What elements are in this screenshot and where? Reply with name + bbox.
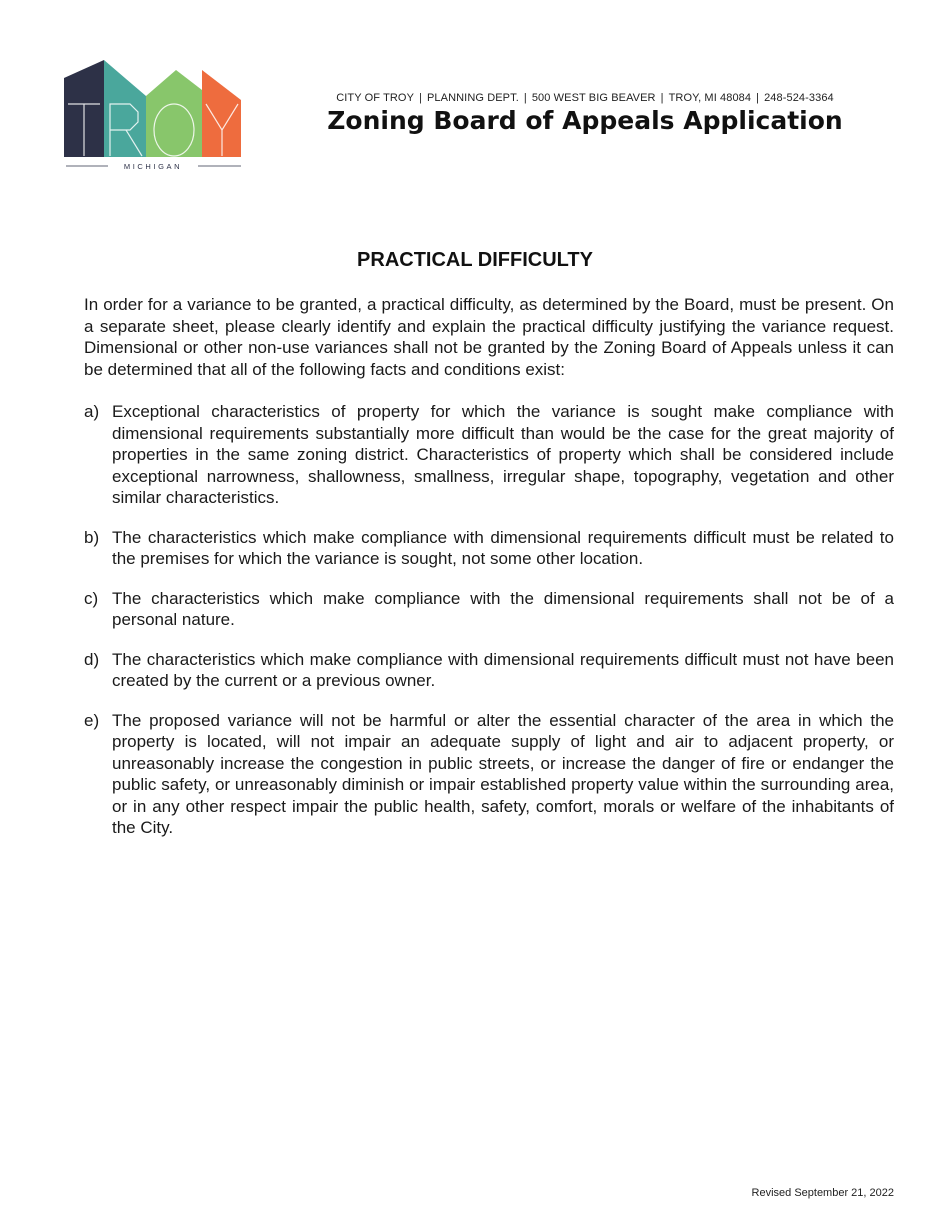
contact-separator: | xyxy=(756,92,760,104)
contact-city: CITY OF TROY xyxy=(336,92,415,104)
contact-dept: PLANNING DEPT. xyxy=(427,92,519,104)
contact-location: TROY, MI 48084 xyxy=(668,92,752,104)
criteria-marker: b) xyxy=(84,527,100,547)
page-title: Zoning Board of Appeals Application xyxy=(327,106,843,135)
section-heading: PRACTICAL DIFFICULTY xyxy=(357,249,593,271)
logo-subtitle: MICHIGAN xyxy=(123,162,183,171)
criteria-item xyxy=(84,649,894,692)
criteria-marker: a) xyxy=(84,402,100,421)
criteria-marker: d) xyxy=(84,649,100,669)
criteria-text: The proposed variance will not be harmful or alter the essential character of the area in which the property is located, will not impair an adequate supply of light and air to adjacent property, or unreasonably increase the congestion in public streets, or increase the danger of fire or endanger the public safety, or unreasonably diminish or impair established property value within the surrounding area, or in any other respect impair the public health, safety, comfort, morals or welfare of the inhabitants of the City. xyxy=(112,710,894,837)
troy-michigan-logo xyxy=(64,60,244,172)
criteria-item xyxy=(84,401,894,509)
header-contact-line xyxy=(300,92,870,104)
criteria-list xyxy=(84,401,894,857)
intro-paragraph: In order for a variance to be granted, a practical difficulty, as determined by the Board, must be present. On a separate sheet, please clearly identify and explain the practical difficulty justifying the variance request. Dimensional or other non-use variances shall not be granted by the Zoning Board of Appeals unless it can be determined that all of the following facts and conditions exist: xyxy=(84,295,894,379)
contact-phone: 248-524-3364 xyxy=(764,92,834,104)
criteria-text: The characteristics which make compliance with the dimensional requirements shall not be of a personal nature. xyxy=(112,588,894,629)
criteria-marker: e) xyxy=(84,710,100,730)
criteria-text: The characteristics which make compliance with dimensional requirements difficult must not have been created by the current or a previous owner. xyxy=(112,649,894,690)
contact-address: 500 WEST BIG BEAVER xyxy=(531,92,656,104)
contact-separator: | xyxy=(523,92,527,104)
criteria-marker: c) xyxy=(84,588,99,608)
contact-separator: | xyxy=(419,92,422,104)
criteria-item xyxy=(84,710,894,839)
contact-separator: | xyxy=(660,92,664,104)
revision-date: Revised September 21, 2022 xyxy=(751,1187,894,1199)
criteria-item xyxy=(84,527,894,570)
criteria-item xyxy=(84,588,894,631)
criteria-text: The characteristics which make compliance with dimensional requirements difficult must be related to the premises for which the variance is sought, not some other location. xyxy=(112,527,894,568)
criteria-text: Exceptional characteristics of property for which the variance is sought make compliance with dimensional requirements substantially more difficult than would be the case for the great majority of properties in the same zoning district. Characteristics of property which shall be considered include exceptional narrowness, shallowness, smallness, irregular shape, topography, vegetation and other similar characteristics. xyxy=(112,402,894,507)
logo-house-green xyxy=(146,70,202,157)
